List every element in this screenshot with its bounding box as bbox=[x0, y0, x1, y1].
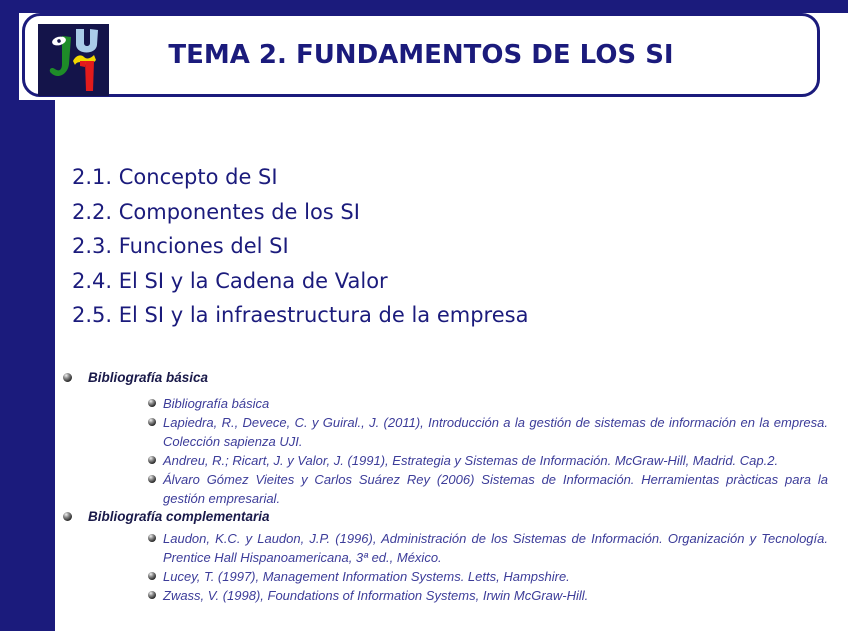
sphere-bullet-icon bbox=[63, 373, 72, 382]
toc-item-5: 2.5. El SI y la infraestructura de la empresa bbox=[72, 303, 529, 327]
sphere-bullet-icon bbox=[148, 475, 156, 483]
toc-item-3: 2.3. Funciones del SI bbox=[72, 234, 289, 258]
bibliography bbox=[0, 369, 848, 605]
toc-item-1: 2.1. Concepto de SI bbox=[72, 165, 278, 189]
bibliography-entry: Andreu, R.; Ricart, J. y Valor, J. (1991), Estrategia y Sistemas de Información. McGraw-Hill, Madrid. Cap.2. bbox=[0, 451, 848, 470]
bibliography-entry: Álvaro Gómez Vieites y Carlos Suárez Rey (2006) Sistemas de Información. Herramientas pràcticas para la gestión empresarial. bbox=[0, 470, 848, 508]
sphere-bullet-icon bbox=[148, 572, 156, 580]
toc-item-2: 2.2. Componentes de los SI bbox=[72, 199, 360, 224]
toc-item-4: 2.4. El SI y la Cadena de Valor bbox=[72, 268, 388, 293]
bibliography-entry: Bibliografía básica bbox=[0, 394, 848, 413]
bibliography-entry: Lapiedra, R., Devece, C. y Guiral., J. (2011), Introducción a la gestión de sistemas de información en la empresa. Colección sapienza UJI. bbox=[0, 413, 848, 451]
slide-title: TEMA 2. FUNDAMENTOS DE LOS SI bbox=[168, 40, 674, 70]
bibliography-entry: Zwass, V. (1998), Foundations of Information Systems, Irwin McGraw-Hill. bbox=[0, 586, 848, 605]
bibliography-entry: Lucey, T. (1997), Management Information Systems. Letts, Hampshire. bbox=[0, 567, 848, 586]
left-accent-bar-top bbox=[0, 0, 19, 101]
bibliography-entry: Laudon, K.C. y Laudon, J.P. (1996), Administración de los Sistemas de Información. Organización y Tecnología. Prentice Hall Hispanoamericana, 3ª ed., México. bbox=[0, 529, 848, 567]
sphere-bullet-icon bbox=[148, 456, 156, 464]
sphere-bullet-icon bbox=[63, 512, 72, 521]
top-accent-bar bbox=[0, 0, 848, 13]
bibliography-heading: Bibliografía básica bbox=[88, 370, 209, 385]
sphere-bullet-icon bbox=[148, 591, 156, 599]
header bbox=[22, 13, 820, 97]
sphere-bullet-icon bbox=[148, 534, 156, 542]
bibliography-section-complementaria bbox=[0, 508, 848, 526]
bibliography-section-basica bbox=[0, 369, 848, 387]
bibliography-heading: Bibliografía complementaria bbox=[88, 509, 270, 524]
sphere-bullet-icon bbox=[148, 418, 156, 426]
toc-list bbox=[72, 160, 528, 333]
sphere-bullet-icon bbox=[148, 399, 156, 407]
